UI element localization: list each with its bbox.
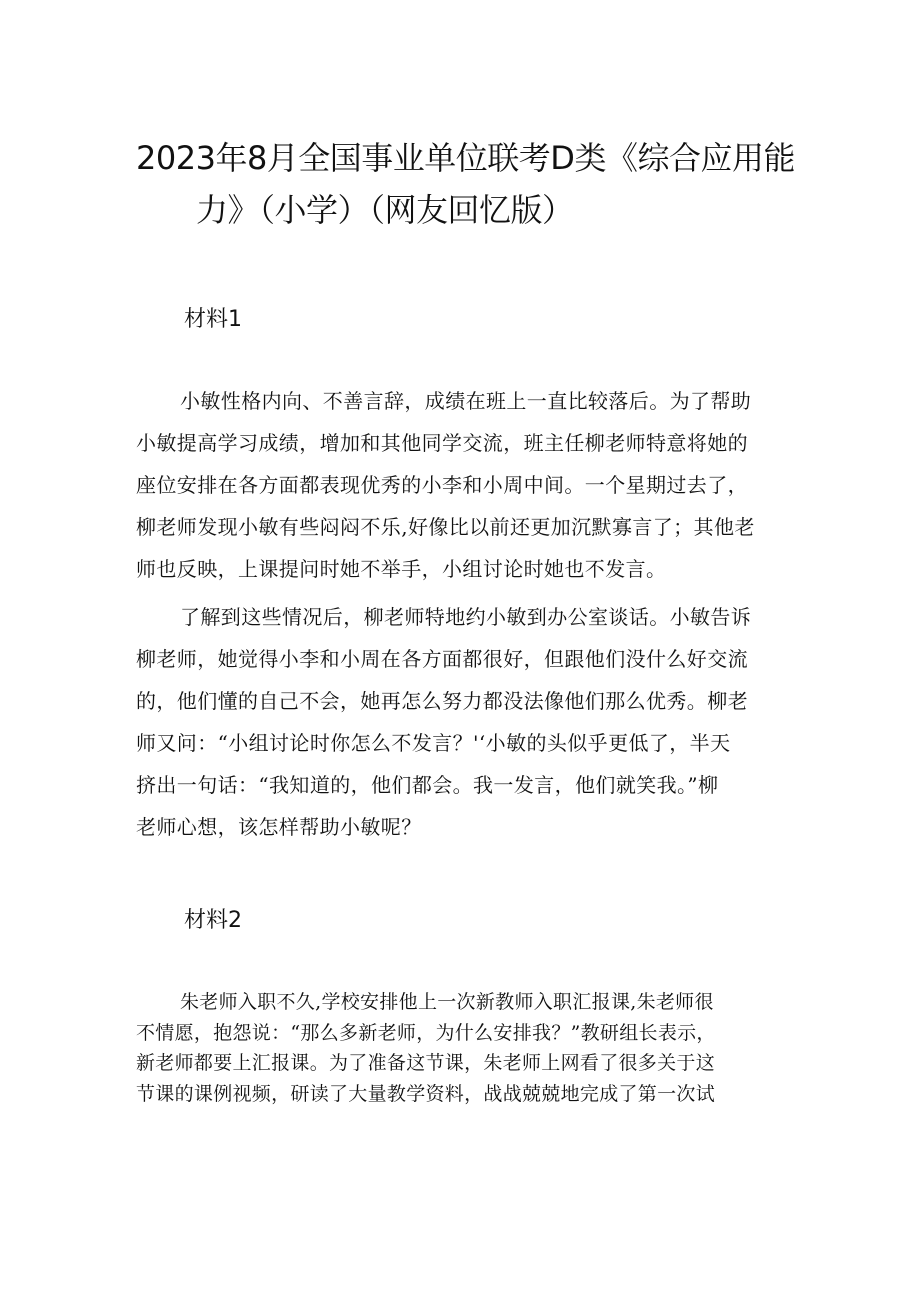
paragraph-line: 不情愿，抱怨说：“那么多新老师，为什么安排我？”教研组长表示， — [136, 1021, 716, 1044]
paragraph-line: 的，他们懂的自己不会，她再怎么努力都没法像他们那么优秀。柳老 — [136, 689, 748, 713]
paragraph-line: 师又问：“小组讨论时你怎么不发言？'‘小敏的头似乎更低了，半天 — [136, 731, 731, 755]
paragraph-line: 挤出一句话：“我知道的，他们都会。我一发言，他们就笑我。”柳 — [136, 773, 719, 797]
paragraph-line: 柳老师发现小敏有些闷闷不乐,好像比以前还更加沉默寡言了；其他老 — [136, 515, 755, 539]
section-heading-material-1: 材料1 — [184, 307, 242, 332]
paragraph-line: 小敏性格内向、不善言辞，成绩在班上一直比较落后。为了帮助 — [180, 389, 752, 413]
paragraph-1 — [136, 380, 796, 590]
paragraph-line: 老师心想，该怎样帮助小敏呢？ — [136, 815, 422, 839]
paragraph-line: 师也反映，上课提问时她不举手，小组讨论时她也不发言。 — [136, 557, 667, 581]
document-title-line-2: 力》（小学）（网友回忆版） — [196, 191, 574, 229]
paragraph-3 — [136, 987, 796, 1109]
paragraph-2 — [136, 596, 796, 848]
paragraph-line: 柳老师，她觉得小李和小周在各方面都很好，但跟他们没什么好交流 — [136, 647, 748, 671]
paragraph-line: 朱老师入职不久,学校安排他上一次新教师入职汇报课,朱老师很 — [180, 991, 714, 1013]
paragraph-line: 座位安排在各方面都表现优秀的小李和小周中间。一个星期过去了， — [136, 473, 748, 497]
section-heading-material-2: 材料2 — [184, 908, 242, 933]
document-title-line-1: 2023年8月全国事业单位联考D类《综合应用能 — [136, 139, 795, 177]
paragraph-line: 新老师都要上汇报课。为了准备这节课，朱老师上网看了很多关于这 — [136, 1052, 716, 1074]
paragraph-line: 了解到这些情况后，柳老师特地约小敏到办公室谈话。小敏告诉 — [180, 605, 752, 629]
paragraph-line: 小敏提高学习成绩，增加和其他同学交流，班主任柳老师特意将她的 — [136, 431, 748, 455]
paragraph-line: 节课的课例视频，研读了大量教学资料，战战兢兢地完成了第一次试 — [136, 1082, 716, 1105]
